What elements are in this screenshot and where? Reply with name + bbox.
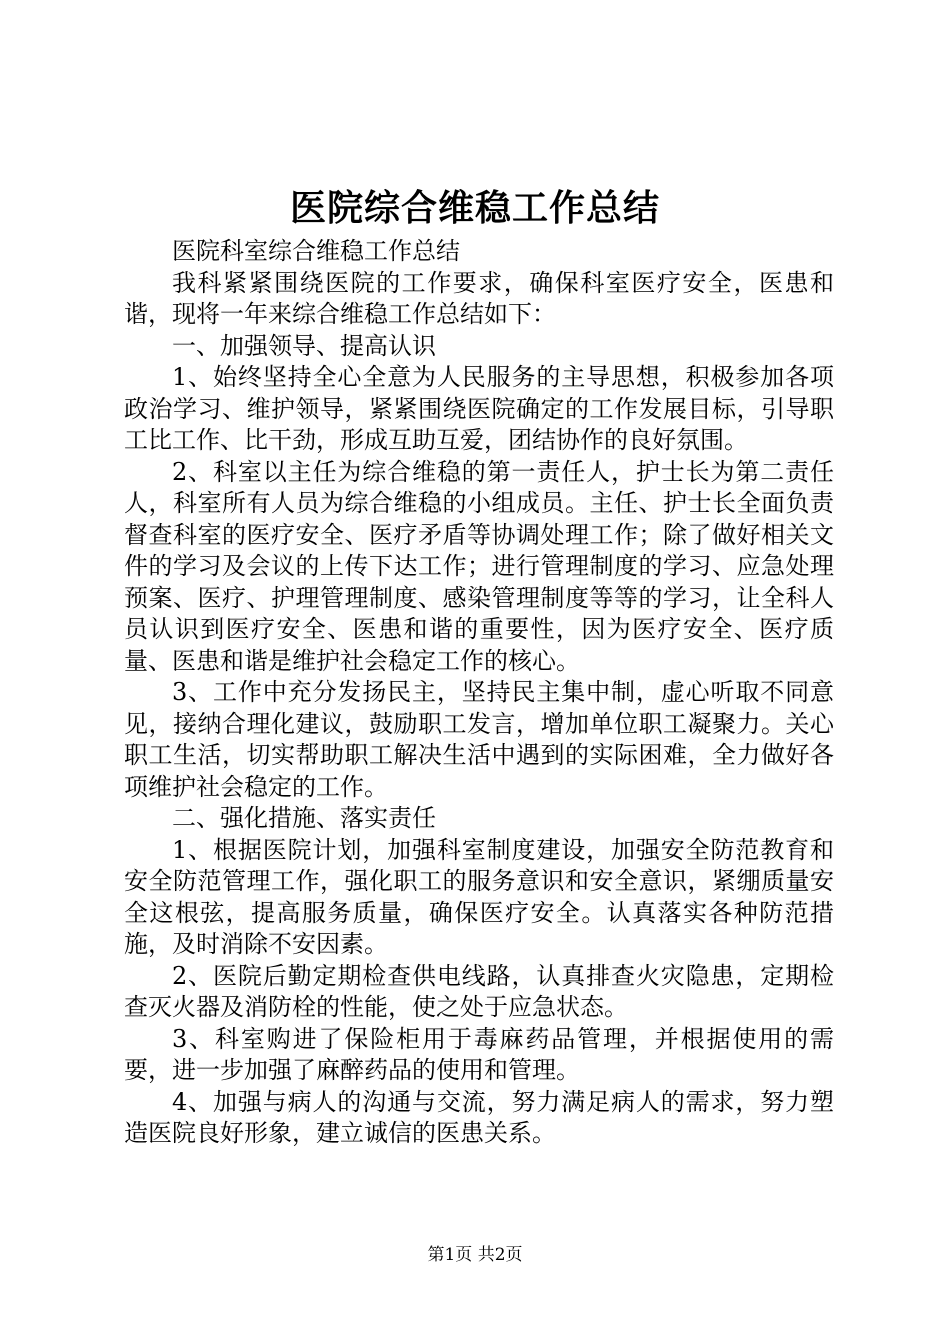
document-body bbox=[124, 236, 834, 1150]
paragraph-1-2: 2、科室以主任为综合维稳的第一责任人，护士长为第二责任人，科室所有人员为综合维稳的小组成员。主任、护士长全面负责督查科室的医疗安全、医疗矛盾等协调处理工作；除了做好相关文件的学习及会议的上传下达工作；进行管理制度的学习、应急处理预案、医疗、护理管理制度、感染管理制度等等的学习，让全科人员认识到医疗安全、医患和谐的重要性，因为医疗安全、医疗质量、医患和谐是维护社会稳定工作的核心。 bbox=[124, 457, 834, 675]
section-heading-1: 一、加强领导、提高认识 bbox=[172, 331, 436, 360]
paragraph-subtitle: 医院科室综合维稳工作总结 bbox=[172, 237, 460, 265]
paragraph-1-1: 1、始终坚持全心全意为人民服务的主导思想，积极参加各项政治学习、维护领导，紧紧围绕医院确定的工作发展目标，引导职工比工作、比干劲，形成互助互爱，团结协作的良好氛围。 bbox=[124, 363, 834, 454]
section-heading-2: 二、强化措施、落实责任 bbox=[172, 804, 436, 832]
paragraph-2-4: 4、加强与病人的沟通与交流，努力满足病人的需求，努力塑造医院良好形象，建立诚信的医患关系。 bbox=[124, 1087, 834, 1147]
paragraph-intro: 我科紧紧围绕医院的工作要求，确保科室医疗安全，医患和谐，现将一年来综合维稳工作总结如下： bbox=[124, 268, 834, 328]
paragraph-2-1: 1、根据医院计划，加强科室制度建设，加强安全防范教育和安全防范管理工作，强化职工的服务意识和安全意识，紧绷质量安全这根弦，提高服务质量，确保医疗安全。认真落实各种防范措施，及时消除不安因素。 bbox=[124, 835, 834, 958]
paragraph-2-3: 3、科室购进了保险柜用于毒麻药品管理，并根据使用的需要，进一步加强了麻醉药品的使用和管理。 bbox=[124, 1024, 834, 1084]
document-title: 医院综合维稳工作总结 bbox=[289, 187, 660, 229]
paragraph-1-3: 3、工作中充分发扬民主，坚持民主集中制，虚心听取不同意见，接纳合理化建议，鼓励职工发言，增加单位职工凝聚力。关心职工生活，切实帮助职工解决生活中遇到的实际困难，全力做好各项维护社会稳定的工作。 bbox=[124, 678, 834, 801]
paragraph-2-2: 2、医院后勤定期检查供电线路，认真排查火灾隐患，定期检查灭火器及消防栓的性能，使之处于应急状态。 bbox=[124, 961, 834, 1021]
page-footer: 第1页 共2页 bbox=[427, 1245, 523, 1265]
